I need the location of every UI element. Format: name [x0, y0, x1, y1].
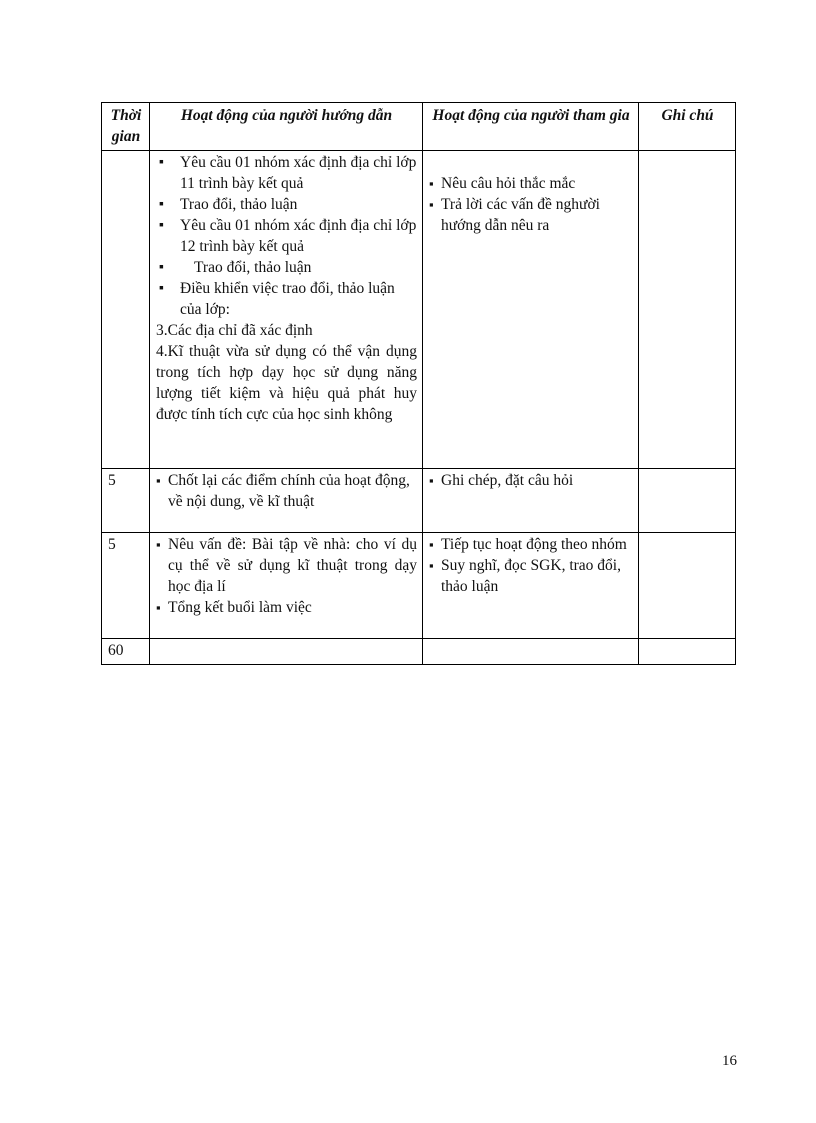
list-item: ▪ Nêu vấn đề: Bài tập về nhà: cho ví dụ cụ thể về sử dụng kĩ thuật trong dạy học địa lí	[156, 534, 417, 597]
list-item: ▪ Yêu cầu 01 nhóm xác định địa chỉ lớp 11 trình bày kết quả	[156, 152, 417, 194]
time-cell: 5	[102, 469, 150, 533]
list-item: ▪ Tiếp tục hoạt động theo nhóm	[429, 534, 633, 555]
participant-cell	[423, 639, 639, 665]
notes-cell	[639, 151, 736, 469]
header-notes: Ghi chú	[639, 103, 736, 151]
notes-cell	[639, 639, 736, 665]
instructor-point-3: 3.Các địa chỉ đã xác định	[156, 322, 313, 339]
instructor-cell	[150, 533, 423, 639]
list-item: ▪ Ghi chép, đặt câu hỏi	[429, 470, 633, 491]
list-item: ▪ Trả lời các vấn đề nghười hướng dẫn nêu ra	[429, 194, 633, 236]
participant-list	[429, 173, 633, 236]
list-item: ▪ Suy nghĩ, đọc SGK, trao đổi, thảo luận	[429, 555, 633, 597]
instructor-list	[156, 152, 417, 320]
list-item: ▪ Trao đổi, thảo luận	[156, 194, 417, 215]
instructor-cell	[150, 639, 423, 665]
instructor-list	[156, 470, 417, 512]
table-row	[102, 469, 736, 533]
table-row	[102, 639, 736, 665]
list-item: ▪ Nêu câu hỏi thắc mắc	[429, 173, 633, 194]
list-item: ▪ Tổng kết buổi làm việc	[156, 597, 417, 618]
list-item: ▪ Trao đổi, thảo luận	[156, 257, 417, 278]
time-cell: 5	[102, 533, 150, 639]
header-instructor: Hoạt động của người hướng dẫn	[150, 103, 423, 151]
table-row	[102, 151, 736, 469]
table-row	[102, 533, 736, 639]
header-row	[102, 103, 736, 151]
participant-cell	[423, 533, 639, 639]
header-time: Thời gian	[102, 103, 150, 151]
list-item: ▪ Yêu cầu 01 nhóm xác định địa chỉ lớp 12 trình bày kết quả	[156, 215, 417, 257]
notes-cell	[639, 469, 736, 533]
header-participant: Hoạt động của người tham gia	[423, 103, 639, 151]
participant-cell	[423, 151, 639, 469]
instructor-cell	[150, 469, 423, 533]
time-cell	[102, 151, 150, 469]
notes-cell	[639, 533, 736, 639]
participant-list	[429, 534, 633, 597]
participant-list	[429, 470, 633, 491]
page-number: 16	[722, 1053, 737, 1069]
instructor-cell	[150, 151, 423, 469]
list-item: ▪ Chốt lại các điểm chính của hoạt động, về nội dung, về kĩ thuật	[156, 470, 417, 512]
participant-cell	[423, 469, 639, 533]
instructor-point-4: 4.Kĩ thuật vừa sử dụng có thể vận dụng trong tích hợp dạy học sử dụng năng lượng tiết kiệm và hiệu quả phát huy được tính tích cực của học sinh không	[156, 343, 417, 423]
list-item: ▪ Điều khiển việc trao đổi, thảo luận của lớp:	[156, 278, 417, 320]
time-cell: 60	[102, 639, 150, 665]
activity-table	[101, 102, 736, 665]
instructor-list	[156, 534, 417, 618]
